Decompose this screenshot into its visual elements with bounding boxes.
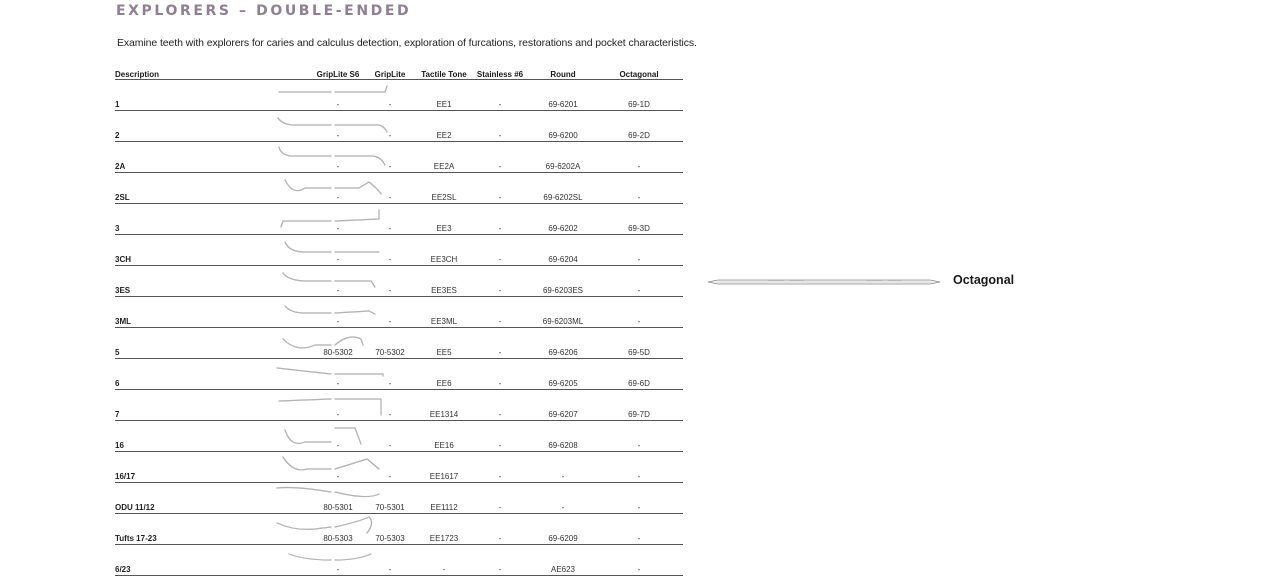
explorer-16-17-drawing [275, 455, 393, 479]
cell-round: 69-6209 [531, 514, 595, 545]
cell-stainless-6: - [469, 514, 531, 545]
cell-griplite: - [361, 173, 419, 204]
explorer-odu-11-12-drawing [275, 486, 393, 510]
cell-octagonal: 69-3D [595, 204, 683, 235]
row-drawing-cell [195, 111, 315, 142]
cell-griplite: - [361, 359, 419, 390]
cell-griplite-s6: - [315, 390, 361, 421]
cell-octagonal: - [595, 514, 683, 545]
cell-stainless-6: - [469, 266, 531, 297]
cell-tactile-tone: EE1617 [419, 452, 469, 483]
cell-octagonal: - [595, 173, 683, 204]
table-row [115, 545, 683, 576]
row-drawing-cell [195, 297, 315, 328]
row-description: 7 [115, 390, 195, 421]
cell-round: 69-6202A [531, 142, 595, 173]
header-octagonal: Octagonal [595, 65, 683, 80]
cell-griplite: - [361, 235, 419, 266]
cell-stainless-6: - [469, 142, 531, 173]
cell-tactile-tone: EE3ES [419, 266, 469, 297]
cell-tactile-tone: EE3ML [419, 297, 469, 328]
cell-stainless-6: - [469, 297, 531, 328]
row-drawing-cell [195, 483, 315, 514]
table-header-row [115, 65, 683, 80]
cell-stainless-6: - [469, 111, 531, 142]
cell-stainless-6: - [469, 390, 531, 421]
cell-stainless-6: - [469, 483, 531, 514]
cell-stainless-6: - [469, 328, 531, 359]
header-griplite: GripLite [361, 65, 419, 80]
header-drawing [195, 65, 315, 80]
cell-tactile-tone: EE2SL [419, 173, 469, 204]
explorer-1-drawing [275, 83, 393, 107]
cell-round: AE623 [531, 545, 595, 576]
cell-griplite: - [361, 297, 419, 328]
row-drawing-cell [195, 142, 315, 173]
cell-griplite-s6: 80-5303 [315, 514, 361, 545]
row-description: 6 [115, 359, 195, 390]
table-row [115, 80, 683, 111]
table-row [115, 421, 683, 452]
page-title: EXPLORERS – DOUBLE-ENDED [116, 3, 412, 19]
cell-stainless-6: - [469, 235, 531, 266]
cell-round: 69-6200 [531, 111, 595, 142]
row-drawing-cell [195, 359, 315, 390]
cell-round: - [531, 483, 595, 514]
row-drawing-cell [195, 235, 315, 266]
row-drawing-cell [195, 452, 315, 483]
cell-tactile-tone: EE16 [419, 421, 469, 452]
table-row [115, 266, 683, 297]
cell-griplite: 70-5303 [361, 514, 419, 545]
explorer-2a-drawing [275, 145, 393, 169]
table-row [115, 111, 683, 142]
cell-griplite-s6: - [315, 266, 361, 297]
explorer-7-drawing [275, 393, 393, 417]
table-row [115, 483, 683, 514]
cell-griplite-s6: - [315, 297, 361, 328]
table-row [115, 328, 683, 359]
cell-griplite: 70-5302 [361, 328, 419, 359]
cell-griplite: - [361, 452, 419, 483]
row-description: 3CH [115, 235, 195, 266]
cell-round: 69-6207 [531, 390, 595, 421]
cell-griplite: - [361, 390, 419, 421]
row-drawing-cell [195, 80, 315, 111]
header-description: Description [115, 65, 195, 80]
cell-griplite: - [361, 421, 419, 452]
cell-octagonal: - [595, 297, 683, 328]
cell-griplite-s6: - [315, 204, 361, 235]
explorer-6-drawing [275, 362, 393, 386]
table-row [115, 142, 683, 173]
row-drawing-cell [195, 545, 315, 576]
cell-tactile-tone: EE1723 [419, 514, 469, 545]
cell-griplite: 70-5301 [361, 483, 419, 514]
cell-round: 69-6203ES [531, 266, 595, 297]
table-row [115, 235, 683, 266]
cell-griplite-s6: - [315, 173, 361, 204]
cell-tactile-tone: EE1 [419, 80, 469, 111]
cell-octagonal: - [595, 421, 683, 452]
row-description: 3 [115, 204, 195, 235]
header-round: Round [531, 65, 595, 80]
cell-octagonal: - [595, 142, 683, 173]
cell-griplite-s6: - [315, 545, 361, 576]
cell-griplite-s6: - [315, 80, 361, 111]
intro-text: Examine teeth with explorers for caries and calculus detection, exploration of furcations, restorations and pocket characteristics. [117, 37, 697, 49]
cell-griplite: - [361, 266, 419, 297]
cell-griplite-s6: 80-5302 [315, 328, 361, 359]
cell-round: 69-6201 [531, 80, 595, 111]
octagonal-label: Octagonal [953, 273, 1015, 287]
table-row [115, 390, 683, 421]
table-row [115, 452, 683, 483]
cell-octagonal: - [595, 235, 683, 266]
cell-octagonal: - [595, 266, 683, 297]
row-description: 1 [115, 80, 195, 111]
row-description: 5 [115, 328, 195, 359]
cell-tactile-tone: EE2A [419, 142, 469, 173]
row-drawing-cell [195, 328, 315, 359]
row-description: 3ML [115, 297, 195, 328]
explorer-3-drawing [275, 207, 393, 231]
cell-octagonal: 69-1D [595, 80, 683, 111]
cell-stainless-6: - [469, 204, 531, 235]
explorer-2-drawing [275, 114, 393, 138]
cell-round: 69-6202 [531, 204, 595, 235]
cell-tactile-tone: EE1112 [419, 483, 469, 514]
cell-octagonal: 69-5D [595, 328, 683, 359]
cell-griplite-s6: - [315, 359, 361, 390]
explorers-table [115, 65, 683, 576]
row-description: 2SL [115, 173, 195, 204]
explorer-6-23-drawing [275, 548, 393, 572]
cell-griplite: - [361, 111, 419, 142]
cell-stainless-6: - [469, 545, 531, 576]
cell-octagonal: - [595, 452, 683, 483]
cell-stainless-6: - [469, 359, 531, 390]
cell-tactile-tone: EE5 [419, 328, 469, 359]
cell-round: 69-6206 [531, 328, 595, 359]
table-row [115, 204, 683, 235]
cell-octagonal: 69-7D [595, 390, 683, 421]
explorer-3ml-drawing [275, 300, 393, 324]
row-description: 16/17 [115, 452, 195, 483]
cell-octagonal: 69-2D [595, 111, 683, 142]
explorers-table-body [115, 80, 683, 576]
cell-round: 69-6203ML [531, 297, 595, 328]
row-description: 6/23 [115, 545, 195, 576]
cell-stainless-6: - [469, 173, 531, 204]
cell-griplite-s6: - [315, 235, 361, 266]
cell-griplite-s6: - [315, 421, 361, 452]
cell-griplite: - [361, 80, 419, 111]
cell-tactile-tone: - [419, 545, 469, 576]
cell-round: 69-6208 [531, 421, 595, 452]
cell-stainless-6: - [469, 421, 531, 452]
explorer-tufts-17-23-drawing [275, 517, 393, 541]
cell-stainless-6: - [469, 452, 531, 483]
cell-round: 69-6205 [531, 359, 595, 390]
cell-tactile-tone: EE2 [419, 111, 469, 142]
row-drawing-cell [195, 266, 315, 297]
cell-tactile-tone: EE3 [419, 204, 469, 235]
row-description: 2A [115, 142, 195, 173]
explorer-3ch-drawing [275, 238, 393, 262]
row-description: 16 [115, 421, 195, 452]
row-drawing-cell [195, 390, 315, 421]
explorer-2sl-drawing [275, 176, 393, 200]
row-description: ODU 11/12 [115, 483, 195, 514]
cell-griplite: - [361, 545, 419, 576]
row-drawing-cell [195, 204, 315, 235]
cell-tactile-tone: EE3CH [419, 235, 469, 266]
cell-tactile-tone: EE1314 [419, 390, 469, 421]
row-drawing-cell [195, 421, 315, 452]
table-row [115, 173, 683, 204]
row-drawing-cell [195, 514, 315, 545]
explorer-5-drawing [275, 331, 393, 355]
table-row [115, 359, 683, 390]
cell-griplite-s6: 80-5301 [315, 483, 361, 514]
cell-octagonal: - [595, 545, 683, 576]
row-description: 3ES [115, 266, 195, 297]
row-drawing-cell [195, 173, 315, 204]
cell-round: 69-6204 [531, 235, 595, 266]
header-griplite-s6: GripLite S6 [315, 65, 361, 80]
cell-griplite-s6: - [315, 111, 361, 142]
table-row [115, 514, 683, 545]
cell-round: 69-6202SL [531, 173, 595, 204]
octagonal-handle-icon [706, 276, 942, 288]
cell-octagonal: 69-6D [595, 359, 683, 390]
cell-round: - [531, 452, 595, 483]
cell-stainless-6: - [469, 80, 531, 111]
cell-griplite: - [361, 204, 419, 235]
cell-griplite-s6: - [315, 452, 361, 483]
cell-griplite-s6: - [315, 142, 361, 173]
row-description: 2 [115, 111, 195, 142]
header-tactile-tone: Tactile Tone [419, 65, 469, 80]
table-row [115, 297, 683, 328]
cell-octagonal: - [595, 483, 683, 514]
explorer-16-drawing [275, 424, 393, 448]
cell-tactile-tone: EE6 [419, 359, 469, 390]
header-stainless-6: Stainless #6 [469, 65, 531, 80]
cell-griplite: - [361, 142, 419, 173]
row-description: Tufts 17-23 [115, 514, 195, 545]
explorer-3es-drawing [275, 269, 393, 293]
